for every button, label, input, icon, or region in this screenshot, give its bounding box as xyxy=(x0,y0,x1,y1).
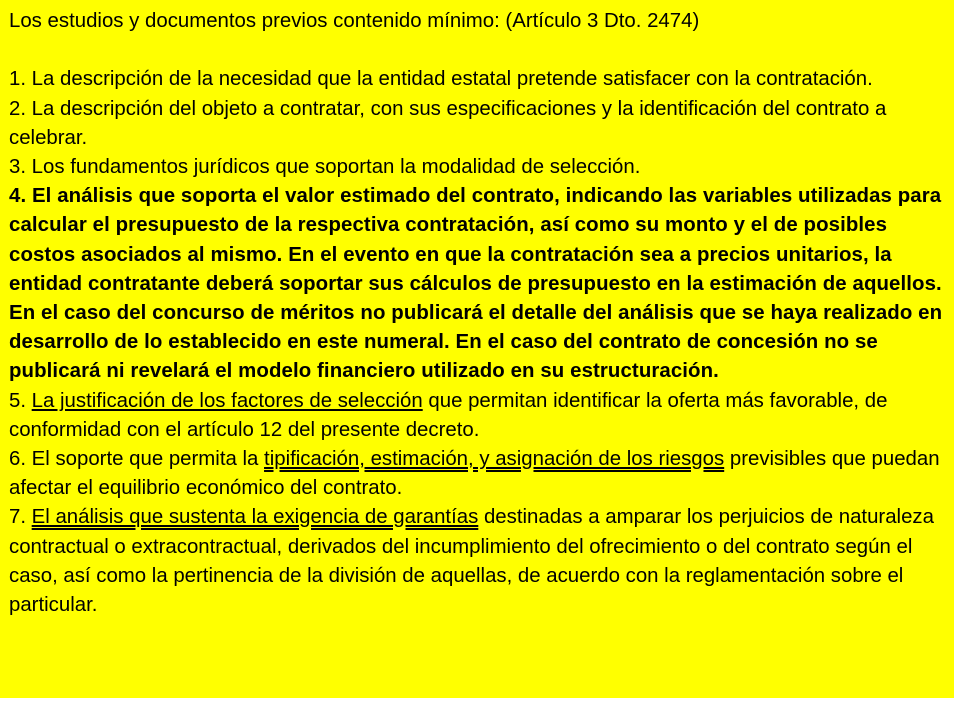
item-7-suffix: destinadas a amparar los perjuicios de naturaleza contractual o extracontractual, derivados del incumplimiento del ofrecimiento o del contrato según el caso, así como la pertinencia de la división de aquellas, de acuerdo con la reglamentación sobre el particular. xyxy=(9,506,934,617)
item-3: 3. Los fundamentos jurídicos que soportan la modalidad de selección. xyxy=(9,156,641,178)
item-6 xyxy=(9,445,949,503)
item-7 xyxy=(9,503,949,620)
item-5-underlined: La justificación de los factores de selección xyxy=(31,389,423,412)
heading: Los estudios y documentos previos contenido mínimo: (Artículo 3 Dto. 2474) xyxy=(9,10,700,32)
item-1: 1. La descripción de la necesidad que la entidad estatal pretende satisfacer con la contratación. xyxy=(9,68,873,91)
item-4: 4. El análisis que soporta el valor estimado del contrato, indicando las variables utilizadas para calcular el presupuesto de la respectiva contratación, así como su monto y el de posibles costos asociados al mismo. En el evento en que la contratación sea a precios unitarios, la entidad contratante deberá soportar sus cálculos de presupuesto en la estimación de aquellos. En el caso del concurso de méritos no publicará el detalle del análisis que se haya realizado en desarrollo de lo establecido en este numeral. En el caso del contrato de concesión no se publicará ni revelará el modelo financiero utilizado en su estructuración. xyxy=(9,185,943,383)
item-2: 2. La descripción del objeto a contratar, con sus especificaciones y la identificación del contrato a celebrar. xyxy=(9,97,887,149)
item-5-prefix: 5. xyxy=(9,389,32,412)
item-7-prefix: 7. xyxy=(9,506,32,529)
item-6-underlined: tipificación, estimación, y asignación de los riesgos xyxy=(264,448,725,471)
item-5-suffix: que permitan identificar la oferta más favorable, de conformidad con el artículo 12 del presente decreto. xyxy=(9,389,888,441)
item-6-suffix: previsibles que puedan afectar el equilibrio económico del contrato. xyxy=(9,448,940,500)
item-6-prefix: 6. El soporte que permita la xyxy=(9,448,265,471)
item-7-underlined: El análisis que sustenta la exigencia de garantías xyxy=(31,506,479,529)
item-5 xyxy=(9,387,949,445)
blank-line xyxy=(9,36,949,65)
document-body xyxy=(9,7,949,620)
